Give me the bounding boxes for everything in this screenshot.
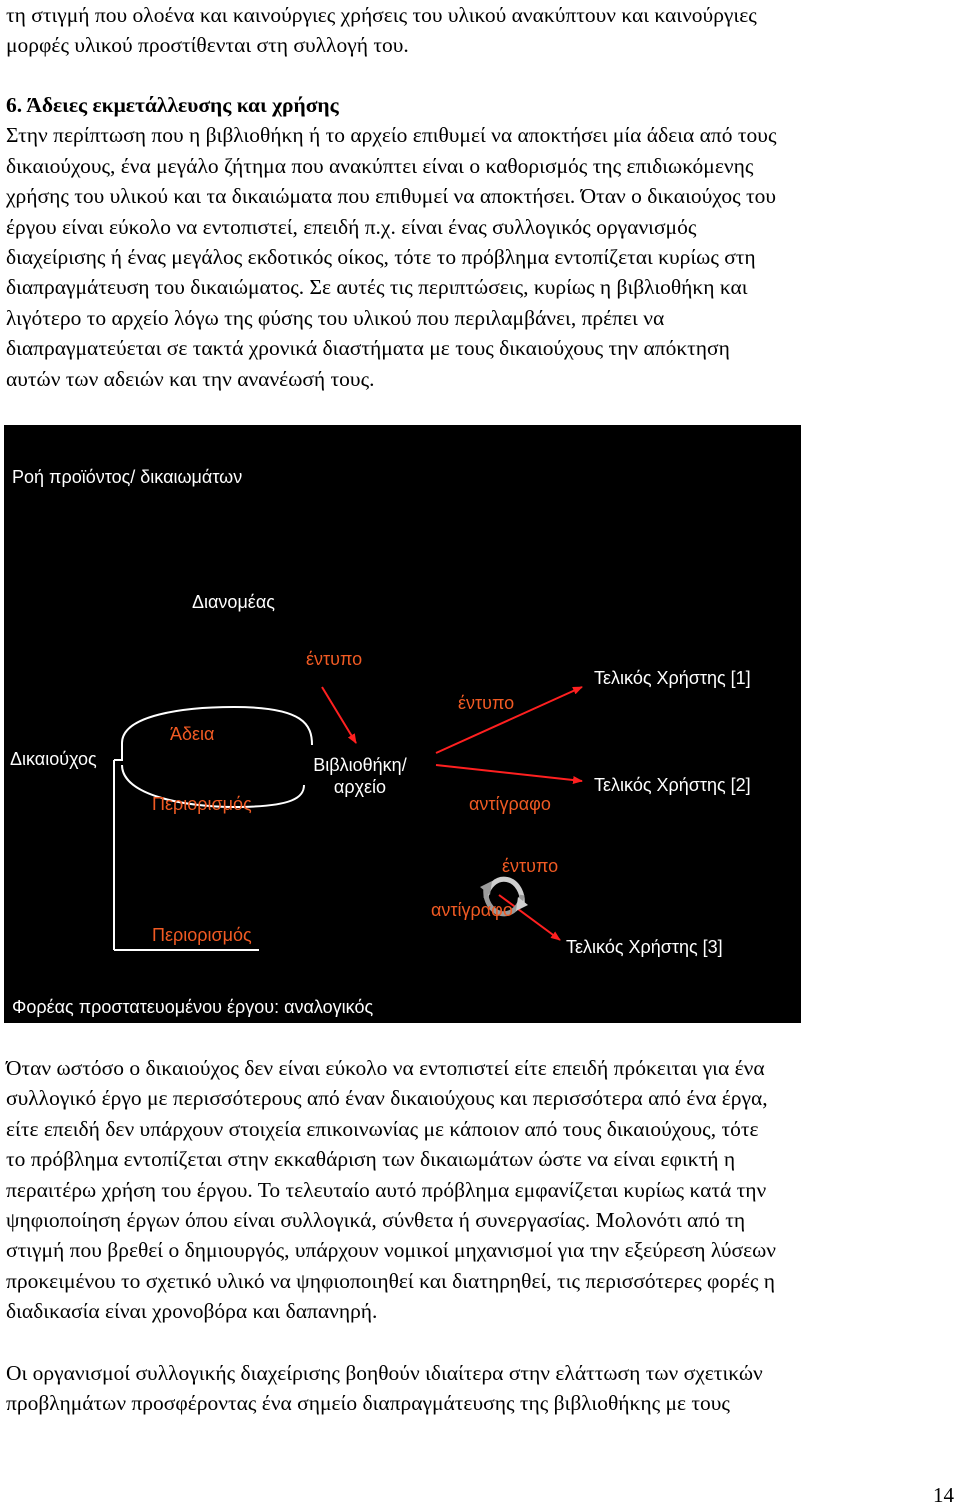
diagram-title-separator: / [130,467,141,487]
text-line: το πρόβλημα εντοπίζεται στην εκκαθάριση των δικαιωμάτων ώστε να είναι εφικτή η [6,1147,736,1172]
copy-label-1: αντίγραφο [469,794,551,814]
body-paragraph [6,1053,954,1327]
text-line: χρήσης του υλικού και τα δικαιώματα που επιθυμεί να αποκτήσει. Όταν ο δικαιούχος του [6,184,777,209]
text-line: διαπραγματεύεται σε τακτά χρονικά διαστήματα με τους δικαιούχους την απόκτηση [6,336,730,361]
text-line: έργου είναι εύκολο να εντοπιστεί, επειδή π.χ. είναι ένας συλλογικός οργανισμός [6,214,697,239]
diagram-title-prefix: Ροή [12,467,50,487]
library-archive-label [308,754,412,798]
text-line: προβλημάτων προσφέροντας ένα σημείο διαπραγμάτευσης της βιβλιοθήκης με τους [6,1391,730,1416]
distributor-label: Διανομέας [192,592,275,612]
text-line: μορφές υλικού προστίθενται στη συλλογή του. [6,33,409,58]
text-line: Όταν ωστόσο ο δικαιούχος δεν είναι εύκολο να εντοπιστεί είτε επειδή πρόκειται για ένα [6,1056,765,1080]
copy-label-2: αντίγραφο [431,900,513,920]
library-label-line1: Βιβλιοθήκη/ [313,755,407,775]
end-user-2-label: Τελικός Χρήστης [2] [594,775,751,795]
diagram-title-rights: δικαιωμάτων [140,467,243,487]
arrow-library-to-user2 [436,765,582,781]
text-line: στιγμή που βρεθεί ο δημιουργός, υπάρχουν νομικοί μηχανισμοί για την εξεύρεση λύσεων [6,1238,776,1263]
text-line: διαχείρισης ή ένας μεγάλος εκδοτικός οίκος, τότε το πρόβλημα εντοπίζεται κυρίως στη [6,245,756,270]
section-licenses [6,90,954,394]
page-number: 14 [933,1483,954,1507]
diagram-connectors [4,425,801,1023]
text-line: λιγότερο το αρχείο λόγω της φύσης του υλικού που περιλαμβάνει, πρέπει να [6,305,665,330]
text-line: δικαιούχους, ένα μεγάλο ζήτημα που ανακύπτει είναι ο καθορισμός της επιδιωκόμενης [6,153,754,178]
end-user-3-label: Τελικός Χρήστης [3] [566,937,723,957]
arrow-print-to-library [322,687,356,743]
print-label-3: έντυπο [502,856,559,876]
text-line: Στην περίπτωση που η βιβλιοθήκη ή το αρχείο επιθυμεί να αποκτήσει μία άδεια από τους [6,123,777,148]
text-line: διαπραγμάτευση του δικαιώματος. Σε αυτές τις περιπτώσεις, κυρίως η βιβλιοθήκη και [6,275,748,300]
rightsholder-label: Δικαιούχος [10,749,97,769]
print-label-1: έντυπο [306,649,363,669]
text-line: τη στιγμή που ολοένα και καινούργιες χρήσεις του υλικού ανακύπτουν και καινούργιες [6,3,757,27]
closing-paragraph [6,1358,954,1419]
text-line: διαδικασία είναι χρονοβόρα και δαπανηρή. [6,1299,378,1324]
end-user-1-label: Τελικός Χρήστης [1] [594,668,751,688]
text-line: Οι οργανισμοί συλλογικής διαχείρισης βοηθούν ιδιαίτερα στην ελάττωση των σχετικών [6,1361,763,1385]
diagram-title-product: προϊόντος [49,467,131,487]
section-heading: 6. Άδειες εκμετάλλευσης και χρήσης [6,93,339,117]
rights-flow-diagram [4,425,801,1023]
text-line: ψηφιοποίηση έργων όπου είναι συλλογικά, σύνθετα ή συνεργασίας. Μολονότι από τη [6,1208,746,1233]
text-line: περαιτέρω χρήση του έργου. Το τελευταίο αυτό πρόβλημα εμφανίζεται κυρίως κατά την [6,1177,767,1202]
text-line: είτε επειδή δεν υπάρχουν στοιχεία επικοινωνίας με κάποιον από τους δικαιούχους, τότε [6,1116,759,1141]
text-line: προκειμένου το σχετικό υλικό να ψηφιοποιηθεί και διατηρηθεί, τις περισσότερες φορές η [6,1268,776,1293]
intro-paragraph [6,0,954,61]
restriction-label-1: Περιορισμός [152,794,252,814]
diagram-title [12,466,242,488]
license-label: Άδεια [170,724,215,744]
library-label-line2: αρχείο [333,777,387,797]
diagram-footer: Φορέας προστατευομένου έργου: αναλογικός [12,997,374,1017]
restriction-label-2: Περιορισμός [152,925,252,945]
text-line: συλλογικό έργο με περισσότερους από έναν δικαιούχους και περισσότερα από ένα έργα, [6,1086,768,1111]
text-line: αυτών των αδειών και την ανανέωσή τους. [6,366,375,391]
print-label-2: έντυπο [458,693,515,713]
